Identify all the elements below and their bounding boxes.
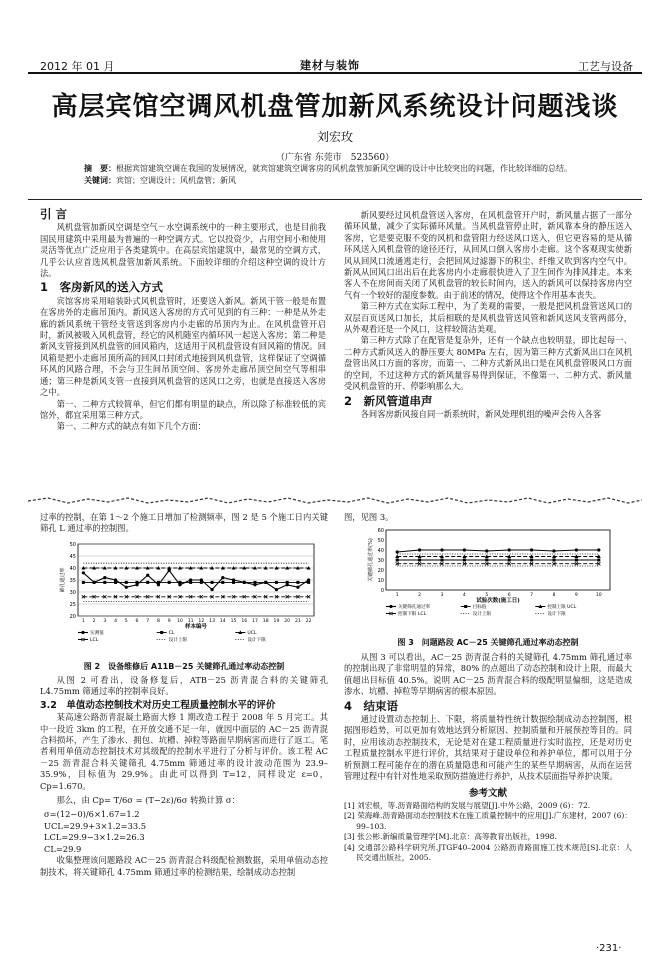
data-point	[530, 548, 533, 551]
data-point	[82, 571, 85, 574]
data-point	[597, 548, 600, 551]
y-tick-label: 40	[69, 566, 76, 572]
data-point	[296, 581, 299, 584]
upper-right-column	[344, 210, 632, 420]
y-tick-label: 10	[377, 578, 384, 584]
x-tick-label: 5	[485, 593, 489, 598]
x-tick-label: 11	[187, 619, 194, 624]
x-axis-label: 试验次数(施工日)	[476, 598, 520, 604]
keywords-label: 关键词：	[84, 176, 116, 185]
equation: σ=(12−0)/6×1.67=1.2	[44, 809, 140, 820]
paragraph: 第三种方式除了在配管是复杂外，还有一个缺点也较明显，即比起每一、二种方式新风送入的静压要大 80MPa 左右，因为第三种方式新风出口在风机盘管出风口方面的客房，而第一、二种方式新风出口是在风机盘管吸风口方面的空间，不过这种方式的新风量容易得到保证，不像第一、二种方式、新风量受风机盘管的开、停影响那么大。	[344, 335, 632, 392]
x-tick-label: 15	[230, 619, 237, 624]
y-tick-label: 50	[377, 538, 384, 544]
equation-intro: 那么，由 Cp= T/6σ = (T−2ε)/6σ 转换计算 σ：	[56, 795, 240, 806]
figure-2-caption: 图 2 设备维修后 A11B－25 关键筛孔通过率动态控制	[83, 662, 285, 671]
figure-2-chart	[52, 540, 322, 660]
header-rule	[28, 72, 642, 74]
data-point	[82, 581, 85, 584]
reference-item: [4] 交通部公路科学研究所.JTGF40–2004 公路沥青路面施工技术规范[S].北京：人民交通出版社，2005.	[344, 842, 632, 862]
y-axis-label: 筛孔通过率	[60, 567, 66, 593]
y-tick-label: 30	[377, 558, 384, 564]
y-tick-label: 35	[69, 578, 76, 584]
data-point	[189, 581, 192, 584]
x-tick-label: 9	[167, 619, 171, 624]
data-point	[485, 559, 488, 562]
data-point	[211, 581, 214, 584]
data-point	[114, 581, 117, 584]
legend-marker	[160, 631, 163, 634]
x-tick-label: 20	[284, 619, 291, 624]
data-point	[254, 581, 257, 584]
paragraph: 新风要经过风机盘管送入客房，在风机盘管开户时，新风量占据了一部分循环风量，减少了实际循环风量。当风机盘管停止时，新风靠本身的静压送入客房，它是要克服不变的风机和盘管阻力经送风口送入，但它更容易的是从循环风送入风机盘管的途径还行，从回风口倒入客房小走廊。这个客观现实使新风从回风口流通逃走行，会把回风过滤器下的积尘、纤维又吹到客内空气中。新风从回风口出出后在此客房内小走廊很快进入了卫生间作为排风排走。本来客人不在房间而关闭了风机盘管的较长时间内，送入的新风可以保持客房内空气有一个较好的湿度参数。由于前述的情况，使得这个作用基本丧失。	[344, 210, 632, 300]
article-author: 刘宏玫	[316, 130, 353, 144]
data-point	[552, 549, 555, 552]
y-tick-label: 50	[69, 542, 76, 548]
paragraph: 从图 2 可看出，设备修复后，ATB－25 沥青混合料的关键筛孔 L4.75mm 筛通过率的控制率良好。	[40, 675, 328, 697]
data-point	[275, 588, 278, 591]
data-point	[440, 548, 443, 551]
x-tick-label: 16	[241, 619, 248, 624]
data-point	[597, 559, 600, 562]
data-point	[221, 581, 224, 584]
article-title: 高层宾馆空调风机盘管加新风系统设计问题浅谈	[51, 92, 619, 122]
references-title: 参考文献	[468, 788, 507, 800]
upper-left-column	[40, 206, 326, 433]
data-point	[243, 581, 246, 584]
data-point	[553, 559, 556, 562]
lower-right-column-cont	[344, 652, 632, 863]
data-point	[210, 588, 213, 591]
x-axis-label: 样本编号	[184, 624, 208, 630]
y-tick-label: 0	[380, 588, 384, 594]
data-point	[178, 581, 181, 584]
paragraph: 各间客房新风接自同一新系统时，新风处理机组的噪声会传入各客	[360, 408, 602, 419]
x-tick-label: 3	[103, 619, 107, 624]
data-point	[418, 548, 421, 551]
x-tick-label: 6	[507, 593, 511, 598]
header-section: 工艺与设备	[578, 60, 633, 73]
data-point	[463, 559, 466, 562]
figure-3-chart	[352, 526, 627, 636]
paragraph: 第一、二种方式较简单，但它们都有明显的缺点，所以除了标准较低的宾馆外，都宜采用第三种方式。	[40, 398, 326, 420]
data-point	[168, 581, 171, 584]
section-intro-heading: 引 言	[40, 207, 68, 221]
x-tick-label: 17	[252, 619, 258, 624]
paragraph: 宾馆客房采用暗装卧式风机盘管时，还要送入新风。新风干管一般是布置在客房外的走廊吊顶内。新风送入客房的方式可见到的有三种：一种是从外走廊的新风系统干管经支管送到客房内小走廊的吊顶内为止。在风机盘管开启时，新风被吸入风机盘管，经它的风机随室内循环风一起送入客房；第二种是新风支管接到风机盘管的回风箱内，这适用于风机盘管设有回风箱的情况。回风箱是把小走廊吊顶所高的回风口封闭式地接到风机盘管，这样保证了空调循环风的风路合理，不会与卫生间吊顶空间、客房外走廊吊顶空间空气等相串通；第三种是新风支管一直接到风机盘管的送风口之旁，也就是直接送入客房之中。	[40, 295, 326, 398]
y-tick-label: 25	[69, 602, 76, 608]
section-1-heading: 1 客房新风的送入方式	[40, 280, 164, 295]
header-journal: 建材与装饰	[300, 59, 360, 72]
data-point	[264, 581, 267, 584]
data-point	[485, 549, 488, 552]
data-point	[200, 581, 203, 584]
paragraph: 第三种方式在实际工程中，为了美观的需要，一般是把风机盘管送风口的双层百页送风口加长，其后相联的是风机盘管送风管和新风送风支管两部分，从外观看还是一个风口，这样较简洁美观。	[344, 301, 632, 335]
x-tick-label: 8	[552, 593, 556, 598]
y-tick-label: 20	[377, 568, 384, 574]
equation: LCL=29.9−3×1.2=26.3	[44, 832, 145, 843]
data-point	[93, 581, 96, 584]
x-tick-label: 10	[176, 619, 183, 624]
section-4-heading: 4 结束语	[344, 698, 399, 713]
x-tick-label: 7	[530, 593, 534, 598]
legend-label: 设计上限	[472, 612, 492, 617]
legend-label: 目标值	[472, 605, 487, 610]
paragraph: 风机盘管加新风空调是空气－水空调系统中的一种主要形式，也是目前我国民用建筑中采用最为普遍的一种空调方式。它以投资少，占用空间小和使用灵活等优点广泛应用于各类建筑中。在高层宾馆建筑中，最常见的空调方式，几乎公认应首选风机盘管加新风系统。下面较详细的介绍这种空调的设计方法。	[40, 222, 326, 279]
data-point	[396, 559, 399, 562]
data-point	[441, 559, 444, 562]
data-point	[508, 548, 511, 551]
data-point	[103, 581, 106, 584]
paragraph: 从图 3 可以看出，AC－25 沥青混合料的关键筛孔 4.75mm 筛孔通过率的控制出现了非常明显的异常，80% 的点超出了动态控制和设计上限，而最大值超出目标值 40.5%。说明 AC－25 沥青混合料的级配明显偏细，这是造成渗水、坑槽、掉粒等早期病害的根本原因。	[344, 652, 632, 697]
data-point	[463, 548, 466, 551]
references-list	[344, 801, 632, 863]
x-tick-label: 2	[418, 593, 422, 598]
lower-left-column	[40, 512, 328, 535]
legend-label: 设计上限	[168, 638, 188, 643]
figure-3-caption: 图 3 问题路段 AC－25 关键筛孔通过率动态控制	[397, 638, 579, 647]
legend-label: 实测值	[90, 631, 104, 636]
reference-item: [3] 张公彬.新编质量管理学[M].北京：高等教育出版社，1998.	[344, 832, 557, 842]
x-tick-label: 22	[305, 619, 312, 624]
equation: CL=29.9	[44, 843, 82, 854]
section-3-2-heading: 3.2 单值动态控制技术对历史工程质量控制水平的评价	[40, 699, 276, 711]
data-point	[396, 550, 399, 553]
legend-label: CL	[168, 631, 175, 636]
paragraph: 过率的控制，在第 1～2 个施工日增加了检测频率，图 2 是 5 个施工日内关键筛孔 L 通过率的控制图。	[40, 512, 328, 534]
x-tick-label: 12	[198, 619, 205, 624]
x-tick-label: 19	[273, 619, 280, 624]
reference-item: [1] 刘宏根，等.沥青路面结构的发展与展望[J].中外公路，2009 (6)：72.	[344, 800, 591, 810]
legend-label: UCL	[247, 631, 257, 636]
data-point	[275, 581, 278, 584]
equation: UCL=29.9+3×1.2=33.5	[44, 820, 147, 831]
paragraph: 图，见图 3。	[344, 512, 394, 522]
x-tick-label: 4	[462, 593, 466, 598]
y-tick-label: 40	[377, 548, 384, 554]
data-point	[125, 586, 128, 589]
paragraph: 收集整理该问题路段 AC－25 沥青混合料级配检测数据，采用单值动态控制技术，将关键筛孔 4.75mm 筛通过率的检测结果，绘制成动态控制	[40, 855, 328, 877]
x-tick-label: 10	[595, 593, 602, 598]
data-point	[125, 581, 128, 584]
abstract-text: 根据宾馆建筑空调在我国的发展情况，就宾馆建筑空调客房的风机盘管加新风空调的设计中比较突出的问题，作比较详细的总结。	[116, 164, 572, 173]
x-tick-label: 2	[92, 619, 96, 624]
lower-left-column-cont	[40, 675, 328, 878]
data-point	[103, 576, 106, 579]
x-tick-label: 3	[440, 593, 444, 598]
legend-label: 控制下限 LCL	[398, 612, 427, 617]
x-tick-label: 14	[219, 619, 226, 624]
legend-marker	[81, 631, 84, 634]
x-tick-label: 21	[294, 619, 301, 624]
y-tick-label: 45	[69, 554, 76, 560]
page-number: ·231·	[596, 943, 622, 954]
data-point	[296, 586, 299, 589]
x-tick-label: 1	[395, 593, 399, 598]
x-tick-label: 5	[124, 619, 128, 624]
header-date: 2012 年 01 月	[40, 60, 115, 73]
article-divider	[28, 494, 642, 508]
legend-label: LCL	[90, 638, 99, 643]
y-tick-label: 20	[69, 614, 76, 620]
data-point	[157, 581, 160, 584]
reference-item: [2] 荣海峰.沥青路面动态控制技术在施工质量控制中的应用[J].广东建材，2007 (6)：99–103.	[344, 811, 632, 831]
legend-label: 控制上限 UCL	[547, 605, 577, 610]
x-tick-label: 6	[135, 619, 139, 624]
article-affiliation: （广东省 东莞市 523560）	[275, 153, 395, 163]
section-2-heading: 2 新风管道串声	[344, 393, 433, 408]
x-tick-label: 4	[114, 619, 118, 624]
y-tick-label: 60	[377, 528, 384, 534]
x-tick-label: 13	[209, 619, 216, 624]
data-point	[575, 548, 578, 551]
legend-marker	[389, 605, 392, 608]
data-point	[575, 559, 578, 562]
data-point	[307, 581, 310, 584]
legend-marker	[464, 605, 467, 608]
data-point	[232, 581, 235, 584]
x-tick-label: 18	[262, 619, 269, 624]
legend-label: 设计下限	[247, 638, 266, 643]
legend-label: 关键筛孔通过率	[398, 605, 431, 610]
data-point	[530, 559, 533, 562]
series-line	[397, 550, 599, 552]
x-tick-label: 1	[81, 619, 85, 624]
paragraph: 某高速公路沥青混凝土路面大修 1 期改造工程于 2008 年 5 月完工。其中一段近 3km 的工程，在开放交通不足一年，就因中面层的 AC－25 沥青混合料损坏，产生了渗水、拥包、坑槽、掉粒等路面早期病害而进行了返工。笔者利用单值动态控制技术对其级配的控制水平进行了分析与评价。该工程 AC－25 沥青混合料关键筛孔 4.75mm 筛通过率的设计波动范围为 23.9–35.9%，目标值为 29.9%。由此可以得到 T=12，同样设定 ε=0，Cp=1.670。	[40, 712, 328, 791]
abstract-block	[84, 163, 632, 187]
legend-label: 设计下限	[547, 612, 566, 617]
y-tick-label: 30	[69, 590, 76, 596]
data-point	[221, 576, 224, 579]
data-point	[286, 581, 289, 584]
data-point	[508, 559, 511, 562]
data-point	[146, 574, 149, 577]
y-axis-label: 关键筛孔通过率(%)	[368, 538, 374, 582]
data-point	[418, 559, 421, 562]
x-tick-label: 9	[574, 593, 578, 598]
x-tick-label: 7	[146, 619, 150, 624]
paragraph: 通过设置动态控制上、下限，将质量特性统计数据绘制成动态控制图，根据图形趋势，可以更加有效地达到分析原因、控制质量和开展预控等目的。同时，应用该动态控制技术，无论是对在建工程质量进行实时监控，还是对历史工程质量控制水平进行评价，其结果对于建设单位和养护单位，都可以用于分析预测工程可能存在的潜在质量隐患和可能产生的某些早期病害，从而在运营管理过程中有针对性地采取预防措施进行养护，从技术层面指导养护决策。	[344, 714, 632, 782]
keywords-text: 宾馆；空调设计；风机盘管；新风	[116, 176, 236, 185]
paragraph: 第一、二种方式的缺点有如下几个方面：	[56, 421, 206, 432]
lower-right-column	[344, 512, 632, 523]
x-tick-label: 8	[156, 619, 160, 624]
data-point	[136, 581, 139, 584]
abstract-rule	[28, 199, 642, 200]
data-point	[146, 581, 149, 584]
abstract-label: 摘 要：	[84, 164, 116, 173]
